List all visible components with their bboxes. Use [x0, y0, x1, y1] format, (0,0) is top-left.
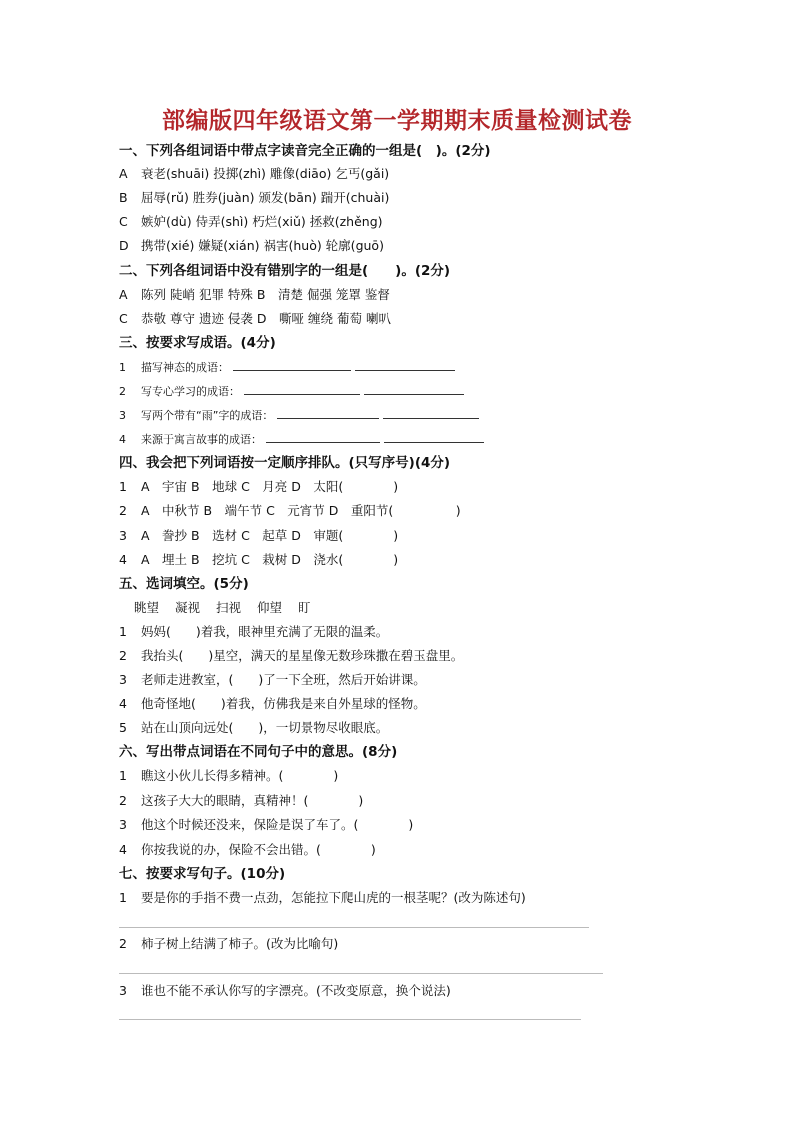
list-item: 3 他这个时候还没来，保险是误了车了。( ): [119, 817, 414, 832]
section-1-heading: 一、下列各组词语中带点字读音完全正确的一组是( )。(2分): [119, 143, 491, 159]
list-item: 1 瞧这小伙儿长得多精神。( ): [119, 768, 339, 783]
answer-line: [119, 1019, 581, 1020]
list-item: 3 写两个带有“雨”字的成语：: [119, 406, 479, 425]
list-item: 2 写专心学习的成语：: [119, 382, 464, 401]
list-item: 1 要是你的手指不费一点劲，怎能拉下爬山虎的一根茎呢？(改为陈述句): [119, 890, 526, 905]
list-item: 3 老师走进教室，( )了一下全班，然后开始讲课。: [119, 672, 426, 687]
word-bank-item: 扫视: [216, 600, 242, 615]
list-item: 1 A 宇宙 B 地球 C 月亮 D 太阳( ): [119, 479, 399, 494]
section-2-heading: 二、下列各组词语中没有错别字的一组是( )。(2分): [119, 263, 451, 279]
list-item: A 衰老(shuāi) 投掷(zhì) 雕像(diāo) 乞丐(gǎi): [119, 166, 390, 181]
list-item: 2 A 中秋节 B 端午节 C 元宵节 D 重阳节( ): [119, 503, 461, 518]
list-item: 1 妈妈( )着我，眼神里充满了无限的温柔。: [119, 624, 389, 639]
list-item: 4 A 埋土 B 挖坑 C 栽树 D 浇水( ): [119, 552, 399, 567]
list-item: B 屈辱(rǔ) 胜券(juàn) 颁发(bān) 踹开(chuài): [119, 190, 390, 205]
page-title: 部编版四年级语文第一学期期末质量检测试卷: [162, 107, 632, 134]
list-item: 3 A 誊抄 B 选材 C 起草 D 审题( ): [119, 528, 399, 543]
list-item: 2 这孩子大大的眼睛，真精神！( ): [119, 793, 364, 808]
list-item: C 嫉妒(dù) 侍弄(shì) 朽烂(xiǔ) 拯救(zhěng): [119, 214, 383, 229]
word-bank-item: 仰望: [257, 600, 283, 615]
list-item: A 陈列 陡峭 犯罪 特殊 B 清楚 倔强 笼罩 鉴督: [119, 287, 390, 302]
word-bank-item: 盯: [298, 600, 311, 615]
answer-line: [119, 927, 589, 928]
list-item: 4 你按我说的办，保险不会出错。( ): [119, 842, 376, 857]
list-item: 1 描写神态的成语：: [119, 358, 455, 377]
section-7-heading: 七、按要求写句子。(10分): [119, 866, 286, 882]
section-6-heading: 六、写出带点词语在不同句子中的意思。(8分): [119, 744, 398, 760]
section-5-heading: 五、选词填空。(5分): [119, 576, 249, 592]
list-item: 2 柿子树上结满了柿子。(改为比喻句): [119, 936, 339, 951]
list-item: 5 站在山顶向远处( )，一切景物尽收眼底。: [119, 720, 389, 735]
list-item: 2 我抬头( )星空，满天的星星像无数珍珠撒在碧玉盘里。: [119, 648, 464, 663]
word-bank: [134, 599, 323, 617]
list-item: 4 他奇怪地( )着我，仿佛我是来自外星球的怪物。: [119, 696, 426, 711]
list-item: C 恭敬 尊守 遗迹 侵袭 D 嘶哑 缠绕 葡萄 喇叭: [119, 311, 391, 326]
answer-line: [119, 973, 603, 974]
word-bank-item: 凝视: [175, 600, 201, 615]
list-item: D 携带(xié) 嫌疑(xián) 祸害(huò) 轮廓(guō): [119, 238, 384, 253]
section-4-heading: 四、我会把下列词语按一定顺序排队。(只写序号)(4分): [119, 455, 451, 471]
word-bank-item: 眺望: [134, 600, 160, 615]
section-3-heading: 三、按要求写成语。(4分): [119, 335, 276, 351]
list-item: 4 来源于寓言故事的成语：: [119, 430, 484, 449]
list-item: 3 谁也不能不承认你写的字漂亮。(不改变原意，换个说法): [119, 983, 451, 998]
